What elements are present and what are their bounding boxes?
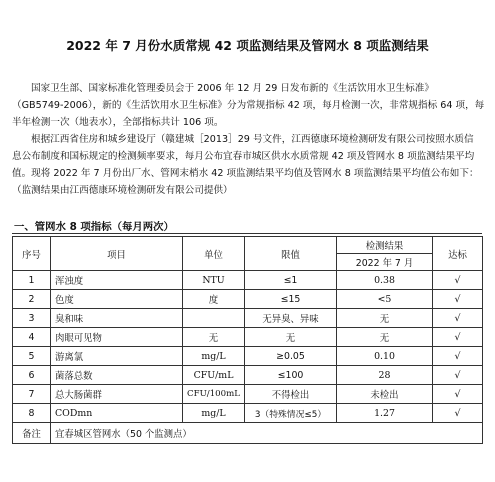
cell-unit: CFU/mL (183, 366, 245, 385)
cell-item: 臭和味 (51, 309, 183, 328)
table-row (13, 347, 483, 366)
cell-pass: √ (433, 328, 483, 347)
cell-value: 0.10 (337, 347, 433, 366)
cell-pass: √ (433, 309, 483, 328)
intro-line: 半年检测一次（地表水），全部指标共计 106 项。 (12, 117, 224, 128)
table-row (13, 328, 483, 347)
cell-limit: ≥0.05 (245, 347, 337, 366)
header-pass: 达标 (433, 237, 483, 271)
cell-pass: √ (433, 366, 483, 385)
cell-unit (183, 309, 245, 328)
cell-pass: √ (433, 347, 483, 366)
cell-value: 1.27 (337, 404, 433, 423)
table-row (13, 385, 483, 404)
cell-item: 菌落总数 (51, 366, 183, 385)
basis-paragraph (12, 131, 492, 199)
basis-line: 值。现将 2022 年 7 月份出厂水、管网末梢水 42 项监测结果平均值及管网水 8 项监测结果平均值公布如下： (12, 168, 479, 179)
table-note-row (13, 423, 483, 444)
cell-item: 肉眼可见物 (51, 328, 183, 347)
header-unit: 单位 (183, 237, 245, 271)
basis-line: 息公布制度和国标规定的检测频率要求，每月公布宜春市城区供水水质常规 42 项及管网水 8 项监测结果平均 (12, 151, 475, 162)
cell-value: 未检出 (337, 385, 433, 404)
cell-pass: √ (433, 404, 483, 423)
table-row (13, 290, 483, 309)
header-month: 2022 年 7 月 (337, 254, 433, 271)
cell-limit: 无 (245, 328, 337, 347)
header-limit: 限值 (245, 237, 337, 271)
table-row (13, 404, 483, 423)
cell-seq: 8 (13, 404, 51, 423)
cell-seq: 4 (13, 328, 51, 347)
table-row (13, 271, 483, 290)
monitoring-table (12, 236, 483, 444)
cell-unit: CFU/100mL (183, 385, 245, 404)
cell-unit: 度 (183, 290, 245, 309)
cell-item: 色度 (51, 290, 183, 309)
intro-line: 国家卫生部、国家标准化管理委员会于 2006 年 12 月 29 日发布新的《生活饮用水卫生标准》 (31, 83, 434, 94)
basis-line: 根据江西省住房和城乡建设厅（赣建城［2013］29 号文件，江西德康环境检测研发有限公司按照水质信 (31, 134, 474, 145)
note-label: 备注 (13, 423, 51, 444)
cell-item: 浑浊度 (51, 271, 183, 290)
cell-seq: 2 (13, 290, 51, 309)
cell-value: 0.38 (337, 271, 433, 290)
cell-value: <5 (337, 290, 433, 309)
cell-pass: √ (433, 271, 483, 290)
cell-unit: mg/L (183, 347, 245, 366)
intro-paragraph (12, 80, 492, 131)
header-seq: 序号 (13, 237, 51, 271)
cell-limit: ≤100 (245, 366, 337, 385)
cell-value: 无 (337, 309, 433, 328)
header-item: 项目 (51, 237, 183, 271)
cell-pass: √ (433, 385, 483, 404)
table-row (13, 309, 483, 328)
cell-seq: 1 (13, 271, 51, 290)
basis-line: （监测结果由江西德康环境检测研发有限公司提供） (12, 185, 233, 196)
page-title: 2022 年 7 月份水质常规 42 项监测结果及管网水 8 项监测结果 (66, 38, 429, 53)
section-heading: 一、管网水 8 项指标（每月两次） (14, 221, 174, 233)
cell-unit: mg/L (183, 404, 245, 423)
cell-value: 28 (337, 366, 433, 385)
cell-limit: ≤1 (245, 271, 337, 290)
cell-value: 无 (337, 328, 433, 347)
cell-item: CODmn (51, 404, 183, 423)
cell-limit: 不得检出 (245, 385, 337, 404)
cell-seq: 7 (13, 385, 51, 404)
cell-unit: 无 (183, 328, 245, 347)
cell-pass: √ (433, 290, 483, 309)
intro-line: （GB5749-2006），新的《生活饮用水卫生标准》分为常规指标 42 项，每月检测一次，非常规指标 64 项，每 (12, 100, 485, 111)
cell-seq: 3 (13, 309, 51, 328)
cell-unit: NTU (183, 271, 245, 290)
header-result: 检测结果 (337, 237, 433, 254)
cell-limit: 无异臭、异味 (245, 309, 337, 328)
cell-limit: ≤15 (245, 290, 337, 309)
cell-item: 游离氯 (51, 347, 183, 366)
cell-seq: 6 (13, 366, 51, 385)
table-row (13, 366, 483, 385)
cell-limit: 3（特殊情况≤5） (245, 404, 337, 423)
section-divider (12, 233, 482, 234)
cell-seq: 5 (13, 347, 51, 366)
note-text: 宜春城区管网水（50 个监测点） (51, 423, 483, 444)
table-header-row (13, 237, 483, 254)
cell-item: 总大肠菌群 (51, 385, 183, 404)
